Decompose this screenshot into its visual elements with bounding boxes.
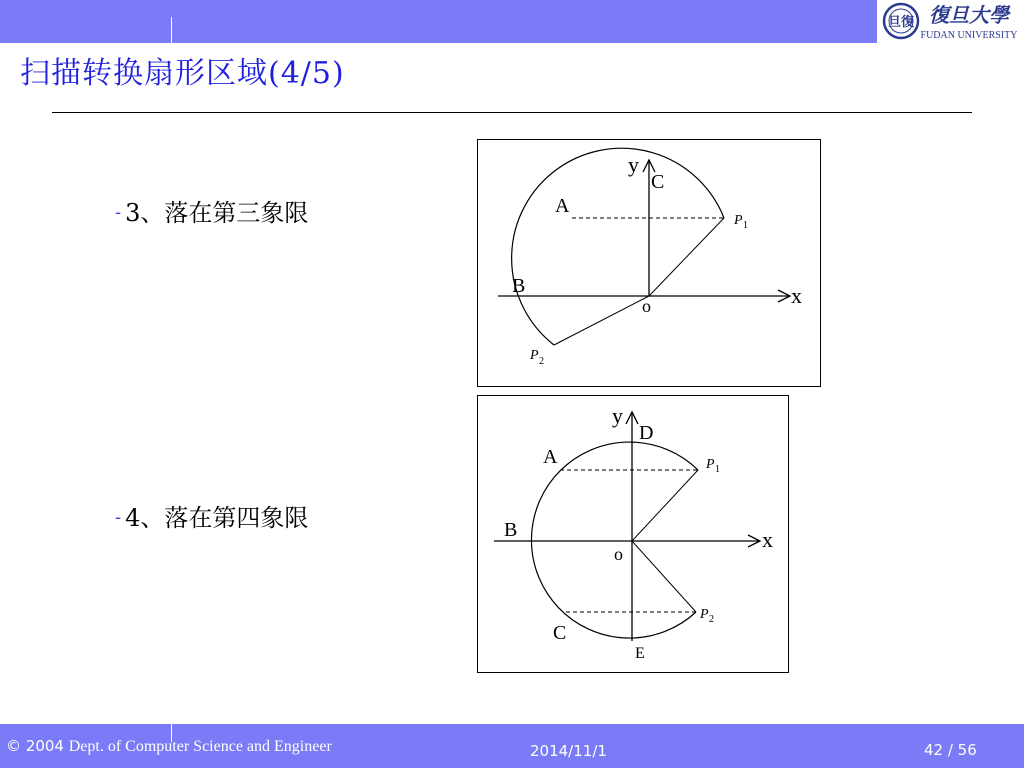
label-p2-sub: 2: [539, 356, 544, 367]
bullet-third-quadrant: [115, 193, 308, 228]
label-p1: P: [706, 457, 715, 472]
label-o: o: [614, 544, 623, 564]
label-o: o: [642, 296, 651, 316]
footer-copyright: [6, 737, 332, 756]
label-c: C: [553, 622, 567, 644]
fudan-logo: [877, 0, 1024, 43]
label-b: B: [504, 519, 518, 541]
label-a: A: [555, 195, 570, 217]
footer-page-number: 42 / 56: [924, 741, 977, 759]
radius-p2: [554, 296, 649, 345]
logo-name-cn: 復旦大學: [929, 5, 1009, 27]
label-b: B: [512, 275, 526, 297]
label-a: A: [543, 446, 558, 468]
top-bar-divider: [171, 17, 172, 43]
sector-arc: [531, 442, 698, 638]
radius-p1: [632, 470, 698, 541]
label-c: C: [651, 171, 665, 193]
label-p2: P: [530, 348, 539, 363]
top-bar: [0, 0, 1024, 43]
label-p1-sub: 1: [743, 220, 748, 231]
footer-dept: Dept. of Computer Science and Engineer: [68, 738, 332, 755]
bullet-fourth-quadrant: [115, 498, 308, 533]
label-x: x: [762, 527, 773, 552]
title-rule: [52, 112, 972, 113]
label-e: E: [635, 645, 645, 662]
label-p1-sub: 1: [715, 464, 720, 475]
bullet-text: 3、落在第三象限: [125, 199, 309, 227]
bullet-dash-icon: -: [115, 202, 122, 223]
sector-arc: [512, 148, 724, 345]
bullet-text: 4、落在第四象限: [125, 504, 309, 532]
footer-date: 2014/11/1: [530, 742, 607, 760]
bullet-dash-icon: -: [115, 507, 122, 528]
label-x: x: [791, 283, 802, 308]
copyright-icon: ©: [6, 737, 21, 755]
logo-seal: 旦復: [887, 14, 915, 29]
figure-third-quadrant: [477, 139, 821, 387]
radius-p2: [632, 541, 696, 612]
label-p2: P: [700, 607, 709, 622]
label-p2-sub: 2: [709, 614, 714, 625]
label-y: y: [612, 403, 623, 428]
footer-year: 2004: [25, 737, 64, 755]
label-p1: P: [734, 213, 743, 228]
figure-fourth-quadrant: [477, 395, 789, 673]
label-y: y: [628, 152, 639, 177]
radius-p1: [649, 218, 724, 296]
label-d: D: [639, 422, 654, 444]
slide-title: 扫描转换扇形区域(4/5): [20, 56, 345, 91]
logo-name-en: FUDAN UNIVERSITY: [920, 30, 1018, 41]
